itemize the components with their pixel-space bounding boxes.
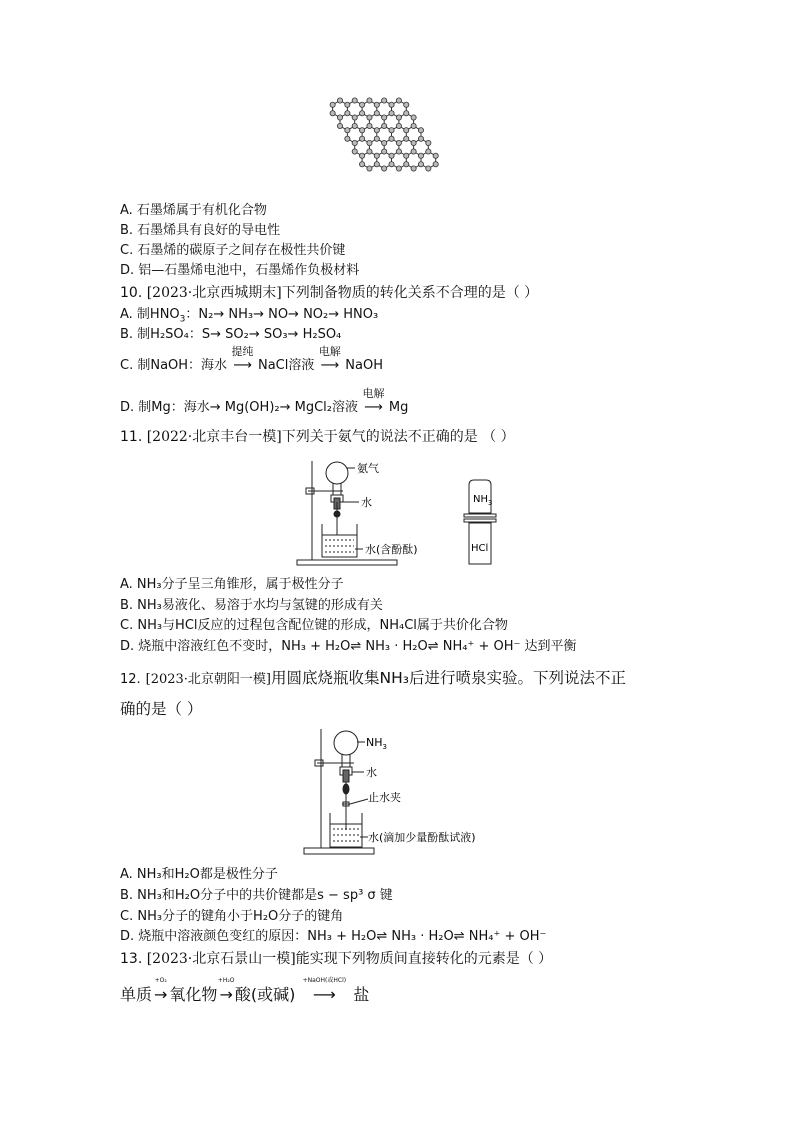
- graphene-atom: [389, 128, 394, 133]
- q11-stem: [120, 428, 515, 446]
- q10-option-d: [120, 387, 409, 417]
- q10-text: 下列制备物质的转化关系不合理的是（ ）: [281, 285, 539, 301]
- q12-number: 12.: [120, 672, 141, 687]
- graphene-atom: [382, 140, 387, 145]
- graphene-atom: [367, 98, 372, 103]
- q13-chain-acid: 酸(或碱): [234, 985, 296, 1004]
- q11-number: 11.: [120, 429, 143, 445]
- graphene-atom: [345, 136, 350, 141]
- q12-source: [2023·北京朝阳一模]: [145, 672, 271, 687]
- q12-option-c: C. NH₃分子的键角小于H₂O分子的键角: [120, 909, 344, 924]
- q9-option-d: D. 铝—石墨烯电池中，石墨烯作负极材料: [120, 263, 360, 278]
- graphene-atom: [411, 166, 416, 171]
- graphene-atom: [426, 140, 431, 145]
- graphene-atom: [418, 128, 423, 133]
- q10-d-end: Mg: [388, 400, 409, 415]
- fig2-label-water: 水: [366, 766, 377, 779]
- graphene-atom: [404, 162, 409, 167]
- q13-arrow-2-label: +H₂O: [217, 977, 235, 984]
- fountain-apparatus-1: [295, 457, 515, 569]
- q13-text: 能实现下列物质间直接转化的元素是（ ）: [295, 951, 553, 967]
- graphene-atom: [382, 98, 387, 103]
- q12-option-a: A. NH₃和H₂O都是极性分子: [120, 867, 278, 882]
- graphene-atom: [359, 153, 364, 158]
- graphene-atom: [396, 98, 401, 103]
- q10-source: [2023·北京西城期末]: [146, 285, 282, 301]
- q10-option-a: A. 制$HNO_3$：N₂→ NH₃→ NO→ NO₂→ HNO₃: [120, 307, 379, 325]
- q13-chain-oxide: 氧化物: [169, 985, 218, 1004]
- graphene-atom: [337, 123, 342, 128]
- graphene-atom: [337, 98, 342, 103]
- graphene-atom: [367, 166, 372, 171]
- q11-option-c: C. NH₃与HCl反应的过程包含配位键的形成，NH₄Cl属于共价化合物: [120, 618, 508, 633]
- graphene-atom: [433, 153, 438, 158]
- graphene-atom: [352, 140, 357, 145]
- q10-stem: [120, 284, 538, 302]
- q10-option-c: [120, 345, 383, 375]
- fig1-label-gas: 氨气: [357, 462, 379, 475]
- q12-text-1: 用圆底烧瓶收集NH₃后进行喷泉实验。下列说法不正: [271, 669, 626, 687]
- graphene-figure: [322, 95, 472, 200]
- q10-number: 10.: [120, 285, 143, 301]
- graphene-atom: [418, 136, 423, 141]
- graphene-atom: [382, 115, 387, 120]
- graphene-atom: [374, 153, 379, 158]
- q12-stem-line1: [120, 669, 626, 689]
- graphene-atom: [396, 166, 401, 171]
- graphene-atom: [411, 123, 416, 128]
- graphene-atom: [396, 123, 401, 128]
- graphene-atom: [389, 111, 394, 116]
- q13-source: [2023·北京石景山一模]: [146, 951, 296, 967]
- graphene-atom: [345, 102, 350, 107]
- q13-arrow-1-label: +O₂: [154, 977, 167, 984]
- graphene-atom: [352, 98, 357, 103]
- graphene-atom: [359, 162, 364, 167]
- graphene-atom: [411, 115, 416, 120]
- q11-source: [2022·北京丰台一模]: [146, 429, 282, 445]
- graphene-atom: [382, 123, 387, 128]
- graphene-atom: [359, 128, 364, 133]
- graphene-atom: [367, 115, 372, 120]
- graphene-atom: [418, 153, 423, 158]
- q10-a-label: A. 制HNO: [120, 307, 180, 322]
- q10-d-arrow: 电解 ⟶: [362, 387, 385, 415]
- graphene-atom: [374, 136, 379, 141]
- q12-option-b: B. NH₃和H₂O分子中的共价键都是s − sp³ σ 键: [120, 888, 393, 903]
- graphene-atom: [374, 102, 379, 107]
- graphene-atom: [367, 123, 372, 128]
- graphene-atom: [374, 128, 379, 133]
- graphene-atom: [404, 136, 409, 141]
- q10-d-arrow-label: 电解: [362, 387, 385, 400]
- q13-chain: [120, 977, 370, 1006]
- fig1-bottle-bottom: HCl: [471, 543, 489, 554]
- q10-c-end: NaOH: [345, 358, 383, 373]
- q10-c-arrow2: 电解 ⟶: [318, 345, 341, 373]
- q10-c-arrow1: 提纯 ⟶: [231, 345, 254, 373]
- q13-chain-salt: 盐: [353, 985, 370, 1004]
- graphene-atom: [404, 128, 409, 133]
- graphene-atom: [330, 111, 335, 116]
- graphene-atom: [389, 153, 394, 158]
- graphene-atom: [411, 140, 416, 145]
- graphene-atom: [433, 162, 438, 167]
- graphene-atom: [352, 123, 357, 128]
- q9-option-b: B. 石墨烯具有良好的导电性: [120, 223, 281, 238]
- fig2-label-gas: [366, 736, 387, 751]
- graphene-atom: [418, 162, 423, 167]
- fig1-bottle-top-sub: 3: [488, 499, 493, 507]
- q13-number: 13.: [120, 951, 143, 967]
- graphene-atom: [352, 115, 357, 120]
- graphene-atom: [389, 136, 394, 141]
- q10-a-rest: ：N₂→ NH₃→ NO→ NO₂→ HNO₃: [185, 307, 379, 322]
- fountain-apparatus-2: [302, 725, 512, 857]
- q9-option-a: A. 石墨烯属于有机化合物: [120, 203, 267, 218]
- q13-arrow-3-label: +NaOH(或HCl): [302, 977, 347, 984]
- q13-chain-simple: 单质: [120, 985, 153, 1004]
- graphene-atom: [404, 153, 409, 158]
- graphene-atom: [367, 149, 372, 154]
- graphene-atom: [359, 111, 364, 116]
- q11-option-d: D. 烧瓶中溶液红色不变时，NH₃ + H₂O⇌ NH₃ · H₂O⇌ NH₄⁺ + OH⁻ 达到平衡: [120, 639, 577, 654]
- graphene-atom: [367, 140, 372, 145]
- q11-option-a: A. NH₃分子呈三角锥形，属于极性分子: [120, 577, 344, 592]
- graphene-atom: [337, 115, 342, 120]
- fig1-bottle-top: [473, 494, 492, 507]
- graphene-atom: [389, 102, 394, 107]
- q13-arrow-1: +O₂ →: [154, 977, 168, 1004]
- q9-option-c: C. 石墨烯的碳原子之间存在极性共价键: [120, 243, 346, 258]
- graphene-atom: [404, 102, 409, 107]
- q12-stem-line2: 确的是（ ）: [120, 700, 203, 718]
- q13-stem: [120, 950, 552, 968]
- fig2-label-clamp: 止水夹: [368, 791, 401, 804]
- graphene-atom: [345, 111, 350, 116]
- graphene-atom: [330, 102, 335, 107]
- graphene-atom: [411, 149, 416, 154]
- q10-c-label: C. 制NaOH：海水: [120, 358, 228, 373]
- graphene-atom: [374, 111, 379, 116]
- graphene-atom: [426, 166, 431, 171]
- graphene-atom: [374, 162, 379, 167]
- fig1-label-water: 水: [361, 496, 372, 509]
- q10-c-arrow2-label: 电解: [318, 345, 341, 358]
- q11-option-b: B. NH₃易液化、易溶于水均与氢键的形成有关: [120, 598, 383, 613]
- fig1-bottle-top-main: NH: [473, 494, 488, 505]
- fig2-label-beaker: 水(滴加少量酚酞试液): [368, 831, 476, 844]
- graphene-atom: [396, 115, 401, 120]
- graphene-atom: [359, 102, 364, 107]
- graphene-atom: [359, 136, 364, 141]
- fig2-label-gas-main: NH: [366, 736, 383, 749]
- fig1-label-beaker: 水(含酚酞): [365, 543, 418, 556]
- graphene-atom: [382, 149, 387, 154]
- q12-option-d: D. 烧瓶中溶液颜色变红的原因：NH₃ + H₂O⇌ NH₃ · H₂O⇌ NH₄⁺ + OH⁻: [120, 929, 547, 944]
- graphene-atom: [382, 166, 387, 171]
- graphene-atom: [352, 149, 357, 154]
- q10-c-arrow1-label: 提纯: [231, 345, 254, 358]
- q10-d-label: D. 制Mg：海水→ Mg(OH)₂→ MgCl₂溶液: [120, 400, 358, 415]
- graphene-atom: [404, 111, 409, 116]
- q10-option-b: B. 制H₂SO₄：S→ SO₂→ SO₃→ H₂SO₄: [120, 327, 342, 342]
- graphene-atom: [396, 140, 401, 145]
- graphene-atom: [426, 149, 431, 154]
- graphene-atom: [345, 128, 350, 133]
- q13-arrow-2: +H₂O →: [217, 977, 235, 1004]
- graphene-atom: [396, 149, 401, 154]
- q10-c-mid: NaCl溶液: [257, 358, 315, 373]
- q11-text: 下列关于氨气的说法不正确的是 （ ）: [281, 429, 515, 445]
- q13-arrow-3: +NaOH(或HCl) ⟶: [295, 984, 353, 1006]
- graphene-atom: [389, 162, 394, 167]
- fig2-label-gas-sub: 3: [382, 743, 387, 751]
